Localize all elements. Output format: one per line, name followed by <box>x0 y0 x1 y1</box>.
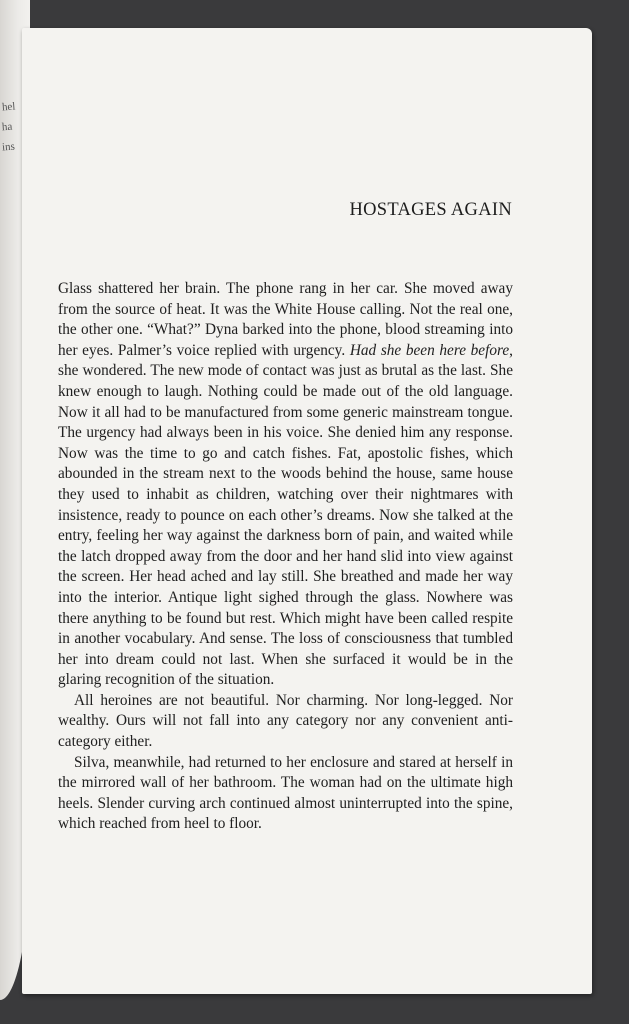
left-page-fragment: ins <box>1 140 16 154</box>
paragraph <box>58 279 513 691</box>
italic-text: Had she been here before <box>349 341 510 359</box>
left-page-fragment: ha <box>1 120 13 134</box>
paragraph: Silva, meanwhile, had returned to her enclosure and stared at herself in the mirrored wall of her bathroom. The woman had on the ultimate high heels. Slender curving arch continued almost uninterrupted into the spine, which reached from heel to floor. <box>58 753 513 833</box>
book-page <box>22 28 592 994</box>
left-page-fragment: hel <box>1 100 16 114</box>
paragraph-text: Glass shattered her brain. The phone rang in her car. She moved away from the source of heat. It was the White House calling. Not the real one, the other one. “What?” Dyna barked into the phone, blood streaming into her eyes. Palmer’s voice replied with urgency. <box>58 280 513 359</box>
show-through-text <box>80 83 540 283</box>
paragraph-text: , she wondered. The new mode of contact was just as brutal as the last. She knew enough to laugh. Nothing could be made out of the old language. Now it all had to be manufactured from some generic mainstream tongue. The urgency had always been in his voice. She denied him any response. Now was the time to go and catch fishes. Fat, apostolic fishes, which abounded in the stream next to the woods behind the house, same house they used to inhabit as children, watching over their nightmares with insistence, ready to pounce on each other’s dreams. Now she talked at the entry, feeling her way against the darkness born of pain, and waited while the latch dropped away from the door and her hand slid into view against the screen. Her head ached and lay still. She breathed and made her way into the interior. Antique light sighed through the glass. Nowhere was there anything to be found but rest. Which might have been called respite in another vocabulary. And sense. The loss of consciousness that tumbled her into dream could not last. When she surfaced it would be in the glaring recognition of the situation. <box>58 341 513 689</box>
paragraph: All heroines are not beautiful. Nor charming. Nor long-legged. Nor wealthy. Ours will not fall into any category nor any convenient anti-category either. <box>58 691 513 751</box>
page-body <box>58 279 513 835</box>
chapter-title: HOSTAGES AGAIN <box>349 200 512 220</box>
